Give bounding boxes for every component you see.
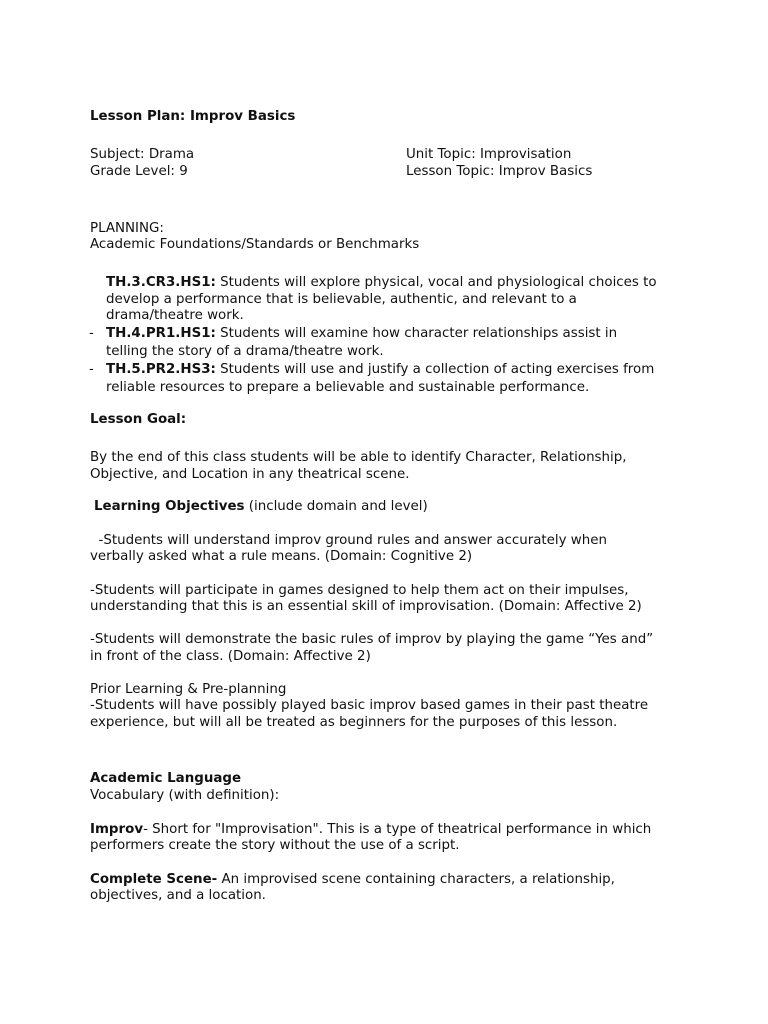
subject-label: Subject: Drama — [90, 147, 195, 162]
objective-1-line-2: verbally asked what a rule means. (Domain: Cognitive 2) — [90, 549, 473, 564]
standard-code: TH.5.PR2.HS3: — [106, 362, 216, 377]
prior-learning-heading: Prior Learning & Pre-planning — [90, 682, 287, 697]
standard-1-line-1 — [106, 274, 657, 291]
definition: An improvised scene containing characters, a relationship, — [217, 872, 615, 887]
standard-1-line-2: develop a performance that is believable, authentic, and relevant to a — [106, 292, 577, 307]
unit-topic-label: Unit Topic: Improvisation — [406, 147, 572, 162]
lesson-plan-title: Lesson Plan: Improv Basics — [90, 109, 296, 124]
standard-text: Students will examine how character relationships assist in — [215, 326, 618, 341]
vocab-term-complete-scene — [90, 871, 615, 888]
objective-1-line-1: -Students will understand improv ground rules and answer accurately when — [90, 533, 607, 548]
term: Improv — [90, 822, 144, 837]
lesson-goal-line-1: By the end of this class students will be able to identify Character, Relationship, — [90, 450, 627, 465]
academic-language-heading: Academic Language — [90, 771, 242, 786]
term: Complete Scene- — [90, 872, 218, 887]
vocab-improv-line-2: performers create the story without the use of a script. — [90, 838, 460, 853]
standard-3-line-1 — [106, 361, 654, 378]
vocabulary-subheading: Vocabulary (with definition): — [90, 788, 280, 803]
grade-level-label: Grade Level: 9 — [90, 164, 188, 179]
standard-2-line-2: telling the story of a drama/theatre work. — [106, 344, 384, 359]
standard-code: TH.3.CR3.HS1: — [106, 275, 216, 290]
standard-code: TH.4.PR1.HS1: — [106, 326, 216, 341]
standards-subheading: Academic Foundations/Standards or Benchmarks — [90, 237, 420, 252]
list-dash: - — [89, 362, 94, 377]
objectives-note: (include domain and level) — [244, 499, 428, 514]
lesson-goal-heading: Lesson Goal: — [90, 412, 187, 427]
standard-3-line-2: reliable resources to prepare a believable and sustainable performance. — [106, 380, 590, 395]
definition: - Short for "Improvisation". This is a type of theatrical performance in which — [143, 822, 652, 837]
standard-2-line-1 — [106, 325, 617, 342]
vocab-complete-scene-line-2: objectives, and a location. — [90, 888, 266, 903]
list-dash: - — [89, 326, 94, 341]
standard-1-line-3: drama/theatre work. — [106, 308, 244, 323]
objective-2-line-2: understanding that this is an essential skill of improvisation. (Domain: Affective 2) — [90, 599, 642, 614]
objective-3-line-1: -Students will demonstrate the basic rules of improv by playing the game “Yes and” — [90, 632, 654, 647]
objective-2-line-1: -Students will participate in games designed to help them act on their impulses, — [90, 583, 629, 598]
lesson-topic-label: Lesson Topic: Improv Basics — [406, 164, 593, 179]
vocab-term-improv — [90, 821, 651, 838]
lesson-goal-line-2: Objective, and Location in any theatrical scene. — [90, 467, 410, 482]
objectives-title: Learning Objectives — [94, 499, 245, 514]
prior-learning-line-2: experience, but will all be treated as beginners for the purposes of this lesson. — [90, 715, 618, 730]
standard-text: Students will explore physical, vocal and physiological choices to — [215, 275, 657, 290]
learning-objectives-heading — [94, 498, 428, 515]
objective-3-line-2: in front of the class. (Domain: Affective 2) — [90, 649, 371, 664]
prior-learning-line-1: -Students will have possibly played basic improv based games in their past theatre — [90, 698, 649, 713]
standard-text: Students will use and justify a collection of acting exercises from — [215, 362, 655, 377]
planning-heading: PLANNING: — [90, 221, 164, 236]
